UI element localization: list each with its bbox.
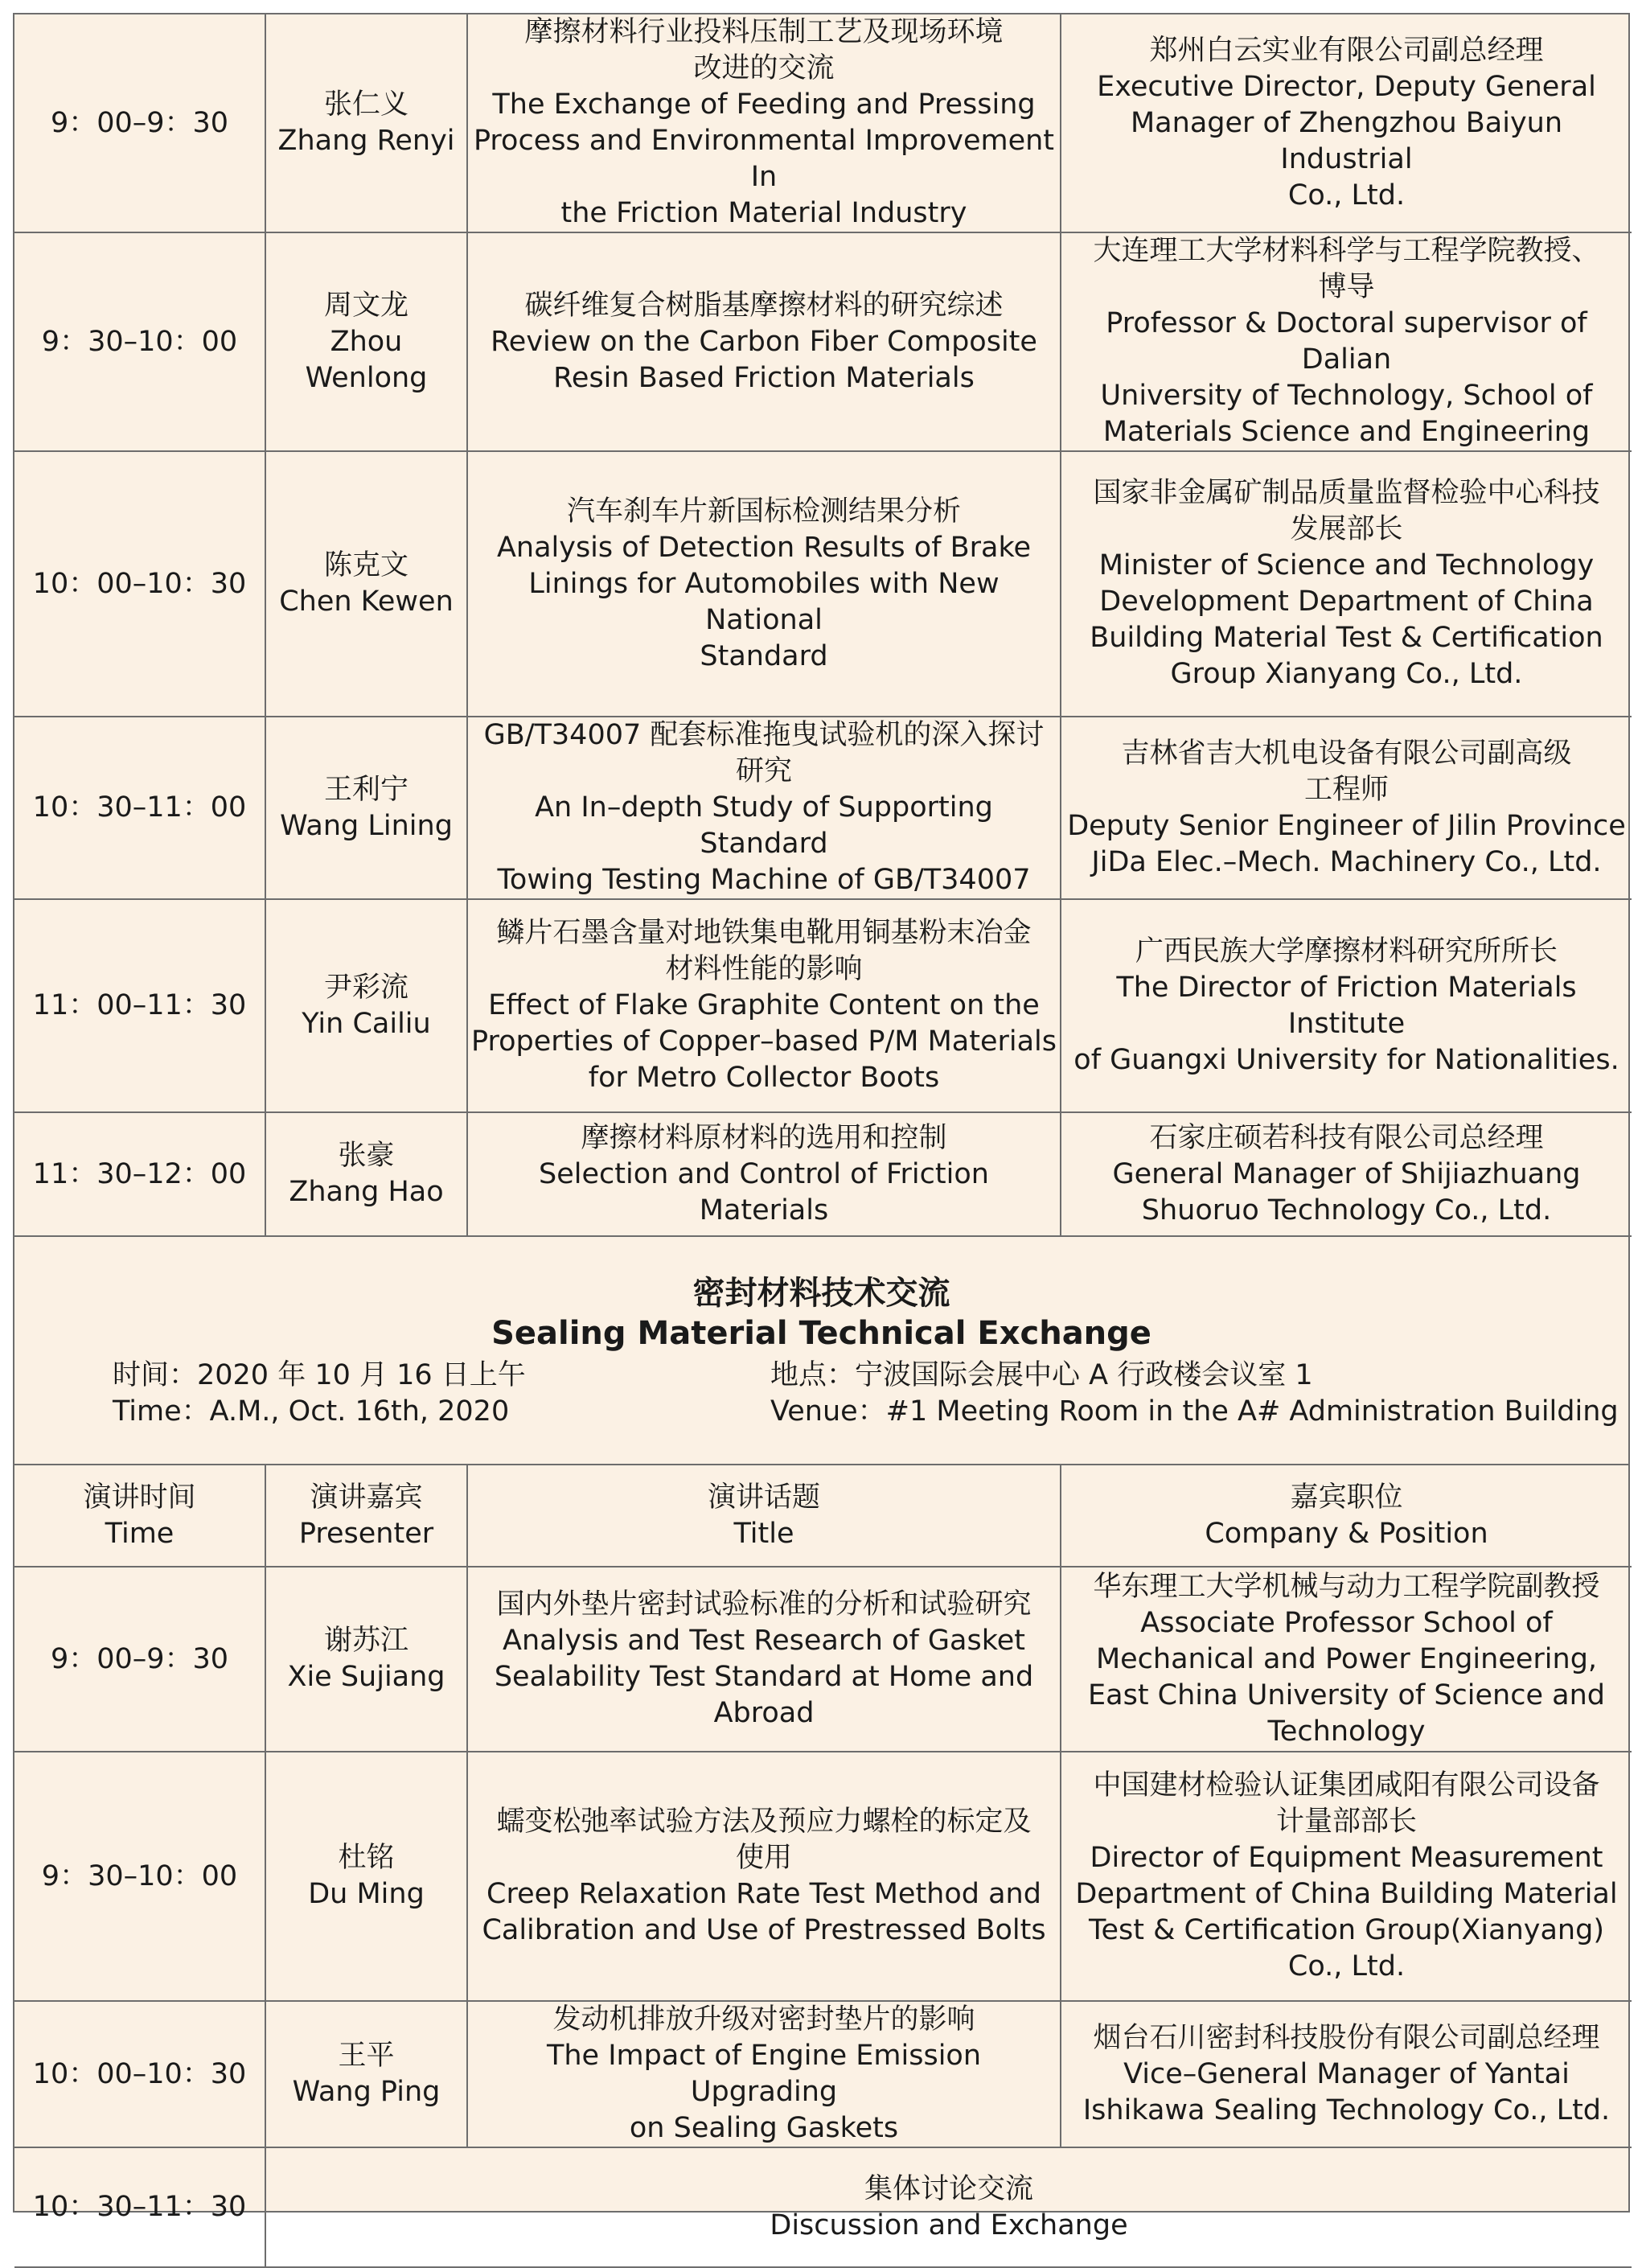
position-line: 烟台石川密封科技股份有限公司副总经理: [1093, 2021, 1600, 2054]
position-line: JiDa Elec.–Mech. Machinery Co., Ltd.: [1091, 845, 1602, 878]
position-line: Director of Equipment Measurement: [1090, 1842, 1603, 1874]
title-line: Effect of Flake Graphite Content on the: [488, 989, 1040, 1021]
table-header-row: [14, 1465, 1632, 1567]
header-position: 嘉宾职位 Company & Position: [1061, 1465, 1632, 1567]
presenter-cell: [265, 451, 467, 717]
title-line: Review on the Carbon Fiber Composite: [491, 325, 1037, 358]
title-line: An In–depth Study of Supporting Standard: [535, 791, 993, 860]
time-cell: 10：30–11：30: [14, 2147, 265, 2267]
title-line: Process and Environmental Improvement In: [473, 125, 1055, 193]
title-cell: [467, 717, 1061, 899]
presenter-name-en: Zhang Renyi: [277, 125, 455, 157]
title-line: Properties of Copper–based P/M Materials: [471, 1025, 1057, 1058]
presenter-name-cn: 尹彩流: [323, 971, 408, 1004]
schedule-row: [14, 899, 1632, 1112]
presenter-name-en: Wang Ping: [292, 2076, 441, 2108]
position-line: Group Xianyang Co., Ltd.: [1170, 658, 1523, 690]
title-cell: [467, 1752, 1061, 2001]
presenter-cell: [265, 232, 467, 451]
title-line: 国内外垫片密封试验标准的分析和试验研究: [496, 1588, 1032, 1621]
session2-table: [14, 1465, 1632, 2268]
header-time: 演讲时间 Time: [14, 1465, 265, 1567]
position-line: 博导: [1318, 271, 1375, 303]
title-line: Sealability Test Standard at Home and: [494, 1661, 1034, 1693]
time-cell: 9：30–10：00: [14, 232, 265, 451]
discussion-row: [14, 2147, 1632, 2267]
position-cell: [1061, 899, 1632, 1112]
position-cell: [1061, 717, 1632, 899]
title-line: 研究: [735, 755, 792, 787]
presenter-name-cn: 周文龙: [323, 289, 408, 322]
schedule-row: [14, 717, 1632, 899]
position-line: General Manager of Shijiazhuang: [1112, 1157, 1581, 1190]
schedule-row: [14, 1112, 1632, 1236]
position-line: University of Technology, School of: [1100, 380, 1593, 412]
position-line: Deputy Senior Engineer of Jilin Province: [1067, 809, 1626, 842]
title-line: 改进的交流: [693, 52, 835, 84]
title-cell: [467, 1112, 1061, 1236]
position-cell: [1061, 2001, 1632, 2147]
schedule-row: [14, 1567, 1632, 1752]
session-time-en: Time：A.M., Oct. 16th, 2020: [113, 1395, 510, 1428]
time-cell: 9：00–9：30: [14, 14, 265, 232]
presenter-name-en: Xie Sujiang: [287, 1661, 445, 1693]
position-line: 中国建材检验认证集团咸阳有限公司设备: [1093, 1769, 1600, 1802]
schedule-row: [14, 14, 1632, 232]
presenter-cell: [265, 1112, 467, 1236]
position-line: Vice–General Manager of Yantai: [1123, 2057, 1570, 2090]
position-line: Manager of Zhengzhou Baiyun Industrial: [1130, 106, 1563, 175]
title-line: 鳞片石墨含量对地铁集电靴用铜基粉末冶金: [496, 917, 1032, 949]
presenter-name-en: Wang Lining: [280, 809, 453, 842]
title-cell: [467, 232, 1061, 451]
presenter-name-en: Zhou: [330, 325, 403, 358]
title-cell: [467, 2001, 1061, 2147]
time-cell: 9：30–10：00: [14, 1752, 265, 2001]
title-line: 使用: [735, 1842, 792, 1874]
position-line: Co., Ltd.: [1287, 1950, 1406, 1982]
position-line: Mechanical and Power Engineering,: [1095, 1642, 1598, 1675]
title-line: Analysis and Test Research of Gasket: [503, 1625, 1025, 1657]
title-line: 汽车刹车片新国标检测结果分析: [566, 495, 961, 528]
title-line: 摩擦材料行业投料压制工艺及现场环境: [524, 16, 1004, 48]
presenter-cell: [265, 899, 467, 1112]
presenter-name-en: Zhang Hao: [289, 1176, 444, 1208]
position-line: Ishikawa Sealing Technology Co., Ltd.: [1082, 2093, 1611, 2126]
session1-table: [14, 14, 1632, 1237]
schedule-page: [13, 13, 1630, 2241]
presenter-name-en: Du Ming: [308, 1878, 425, 1910]
section-header: [14, 1237, 1628, 1465]
position-line: 石家庄硕若科技有限公司总经理: [1149, 1121, 1544, 1154]
schedule-row: [14, 451, 1632, 717]
title-line: 摩擦材料原材料的选用和控制: [581, 1121, 947, 1154]
position-line: 工程师: [1303, 773, 1389, 806]
presenter-name-cn: 杜铭: [338, 1842, 395, 1874]
position-line: Professor & Doctoral supervisor of Dalian: [1106, 307, 1587, 376]
session-time-cn: 时间：2020 年 10 月 16 日上午: [113, 1359, 526, 1391]
position-line: Department of China Building Material: [1075, 1878, 1618, 1910]
title-line: Standard: [700, 639, 828, 672]
title-line: Calibration and Use of Prestressed Bolts: [482, 1914, 1046, 1946]
title-line: Resin Based Friction Materials: [553, 361, 975, 394]
time-cell: 11：30–12：00: [14, 1112, 265, 1236]
position-line: 发展部长: [1290, 513, 1403, 545]
position-line: Executive Director, Deputy General: [1097, 70, 1596, 103]
presenter-cell: [265, 717, 467, 899]
position-line: 计量部部长: [1275, 1806, 1417, 1838]
presenter-cell: [265, 2001, 467, 2147]
presenter-name-cn: 谢苏江: [323, 1625, 408, 1657]
position-line: Technology: [1267, 1715, 1426, 1748]
position-line: 吉林省吉大机电设备有限公司副高级: [1121, 737, 1572, 770]
presenter-name-en: Yin Cailiu: [302, 1007, 431, 1040]
time-cell: 10：00–10：30: [14, 2001, 265, 2147]
title-cell: [467, 451, 1061, 717]
session-venue-en: Venue：#1 Meeting Room in the A# Administration Building: [770, 1395, 1619, 1428]
position-cell: [1061, 451, 1632, 717]
schedule-row: [14, 1752, 1632, 2001]
title-line: for Metro Collector Boots: [588, 1062, 940, 1094]
position-line: 华东理工大学机械与动力工程学院副教授: [1093, 1570, 1600, 1603]
position-cell: [1061, 1112, 1632, 1236]
title-line: Towing Testing Machine of GB/T34007: [497, 864, 1031, 896]
presenter-name-en: Wenlong: [305, 361, 428, 394]
title-line: the Friction Material Industry: [560, 197, 967, 229]
position-line: Shuoruo Technology Co., Ltd.: [1141, 1194, 1552, 1226]
position-line: of Guangxi University for Nationalities.: [1073, 1043, 1619, 1076]
header-title: 演讲话题 Title: [467, 1465, 1061, 1567]
title-line: The Impact of Engine Emission Upgrading: [546, 2040, 982, 2108]
session-venue-cn: 地点：宁波国际会展中心 A 行政楼会议室 1: [770, 1359, 1313, 1391]
title-line: 蠕变松弛率试验方法及预应力螺栓的标定及: [496, 1806, 1032, 1838]
position-line: Associate Professor School of: [1140, 1606, 1553, 1639]
section-title-en: Sealing Material Technical Exchange: [491, 1315, 1151, 1352]
title-cell: [467, 14, 1061, 232]
title-line: Linings for Automobiles with New National: [528, 567, 1000, 636]
presenter-name-en: Chen Kewen: [279, 585, 454, 618]
time-cell: 10：30–11：00: [14, 717, 265, 899]
position-cell: [1061, 232, 1632, 451]
title-line: Selection and Control of Friction Materials: [539, 1157, 989, 1226]
position-line: 广西民族大学摩擦材料研究所所长: [1135, 935, 1558, 968]
position-line: 国家非金属矿制品质量监督检验中心科技: [1093, 477, 1600, 509]
position-line: The Director of Friction Materials Institute: [1116, 971, 1577, 1040]
presenter-name-cn: 陈克文: [323, 549, 408, 581]
section-title-cn: 密封材料技术交流: [692, 1275, 950, 1312]
title-line: 材料性能的影响: [665, 953, 863, 985]
header-presenter: 演讲嘉宾 Presenter: [265, 1465, 467, 1567]
schedule-row: [14, 2001, 1632, 2147]
position-line: Building Material Test & Certification: [1090, 622, 1603, 654]
presenter-name-cn: 张豪: [338, 1140, 395, 1172]
presenter-name-cn: 王平: [338, 2040, 395, 2072]
title-line: Abroad: [713, 1697, 815, 1729]
position-line: 大连理工大学材料科学与工程学院教授、: [1093, 235, 1600, 267]
position-cell: [1061, 1567, 1632, 1752]
time-cell: 9：00–9：30: [14, 1567, 265, 1752]
title-line: Analysis of Detection Results of Brake: [496, 531, 1032, 564]
position-line: Minister of Science and Technology: [1098, 549, 1595, 581]
title-cell: [467, 1567, 1061, 1752]
title-line: on Sealing Gaskets: [629, 2112, 899, 2144]
presenter-name-cn: 王利宁: [323, 773, 408, 806]
position-cell: [1061, 1752, 1632, 2001]
position-cell: [1061, 14, 1632, 232]
title-cell: [467, 899, 1061, 1112]
schedule-row: [14, 232, 1632, 451]
title-line: GB/T34007 配套标准拖曳试验机的深入探讨: [483, 719, 1045, 751]
time-cell: 11：00–11：30: [14, 899, 265, 1112]
title-line: 发动机排放升级对密封垫片的影响: [552, 2003, 975, 2036]
position-line: Materials Science and Engineering: [1102, 416, 1591, 448]
position-line: Test & Certification Group(Xianyang): [1089, 1914, 1604, 1946]
position-line: Development Department of China: [1099, 585, 1594, 618]
title-line: 碳纤维复合树脂基摩擦材料的研究综述: [524, 289, 1004, 322]
presenter-name-cn: 张仁义: [323, 88, 408, 121]
position-line: 郑州白云实业有限公司副总经理: [1149, 34, 1544, 67]
position-line: Co., Ltd.: [1287, 179, 1406, 212]
title-line: The Exchange of Feeding and Pressing: [492, 88, 1036, 121]
time-cell: 10：00–10：30: [14, 451, 265, 717]
presenter-cell: [265, 1752, 467, 2001]
position-line: East China University of Science and: [1088, 1678, 1605, 1711]
discussion-cell: 集体讨论交流 Discussion and Exchange: [265, 2147, 1632, 2267]
presenter-cell: [265, 14, 467, 232]
presenter-cell: [265, 1567, 467, 1752]
title-line: Creep Relaxation Rate Test Method and: [486, 1878, 1041, 1910]
